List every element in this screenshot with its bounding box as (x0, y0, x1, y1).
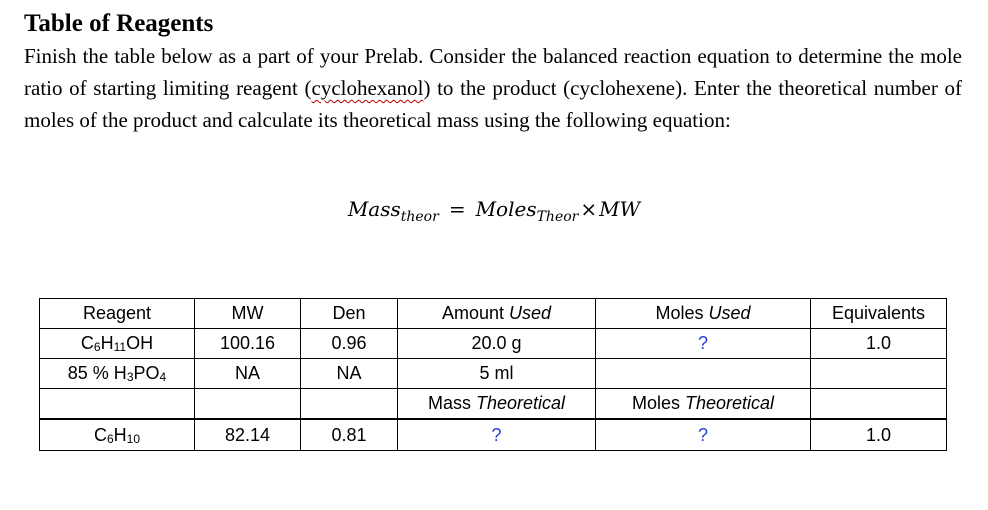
reagent-cyclohexene (40, 419, 195, 451)
phosphoric-den: NA (301, 359, 398, 389)
theoretical-empty-1 (40, 389, 195, 420)
header-amount-used-ital: Used (509, 303, 552, 323)
formula-part: C (93, 424, 107, 445)
cyclohexene-den: 0.81 (301, 419, 398, 451)
mass-theoretical-text: Mass (427, 393, 476, 413)
header-reagent: Reagent (40, 299, 195, 329)
header-moles-text: Moles (655, 303, 709, 323)
equation-mass-sub: theor (400, 209, 439, 225)
cyclohexanol-moles[interactable]: ? (596, 329, 811, 359)
formula-sub: 4 (159, 370, 167, 384)
equation-mass: Mass (347, 197, 401, 221)
formula-part: PO (133, 363, 160, 383)
spellcheck-flagged-word[interactable]: cyclohexanol (311, 76, 424, 100)
table-header-row (40, 299, 947, 329)
header-amount-used (398, 299, 596, 329)
mass-theoretical-ital: Theoretical (475, 393, 566, 413)
header-moles-used (596, 299, 811, 329)
equation-mw: MW (599, 197, 641, 221)
theoretical-empty-6 (811, 389, 947, 420)
formula-sub: 11 (113, 340, 127, 354)
formula-part: C (80, 333, 94, 353)
reagent-phosphoric-acid (40, 359, 195, 389)
theoretical-empty-2 (195, 389, 301, 420)
page-heading: Table of Reagents (24, 10, 214, 37)
header-mw: MW (195, 299, 301, 329)
equation-moles-sub: Theor (536, 209, 579, 225)
header-moles-used-ital: Used (708, 303, 751, 323)
header-den: Den (301, 299, 398, 329)
cyclohexanol-den: 0.96 (301, 329, 398, 359)
mass-equation (0, 194, 988, 232)
cyclohexene-mw: 82.14 (195, 419, 301, 451)
instructions-text-start: Finish the table below as a part of your Prelab. Consider the balanced reaction equation to determine the mole ratio of starting limiting reagent ( (24, 44, 962, 100)
phosphoric-mw: NA (195, 359, 301, 389)
moles-theoretical-ital: Theoretical (684, 393, 775, 413)
cyclohexene-equiv: 1.0 (811, 419, 947, 451)
formula-sub: 6 (106, 431, 114, 446)
cyclohexanol-mw: 100.16 (195, 329, 301, 359)
instructions-text-end: ) to the product (cyclohexene). Enter the theoretical number of moles of the product and calculate its theoretical mass using the following equation: (24, 76, 962, 132)
header-equivalents: Equivalents (811, 299, 947, 329)
formula-sub: 10 (126, 431, 141, 446)
theoretical-empty-3 (301, 389, 398, 420)
formula-part: H (100, 333, 114, 353)
formula-sub: 6 (93, 340, 101, 354)
phosphoric-moles[interactable] (596, 359, 811, 389)
table-row-cyclohexanol (40, 329, 947, 359)
phosphoric-equiv[interactable] (811, 359, 947, 389)
header-moles-theoretical (596, 389, 811, 420)
formula-sub: 3 (126, 370, 134, 384)
formula-part: 85 % H (67, 363, 127, 383)
equation-moles: Moles (475, 197, 537, 221)
reagents-table (39, 298, 947, 451)
cyclohexene-moles[interactable]: ? (596, 419, 811, 451)
cyclohexanol-amount: 20.0 g (398, 329, 596, 359)
formula-part: H (113, 424, 127, 445)
formula-part: OH (126, 333, 154, 353)
instructions-paragraph (24, 40, 962, 136)
header-amount-text: Amount (441, 303, 509, 323)
table-row-cyclohexene (40, 419, 947, 451)
cyclohexene-mass[interactable]: ? (398, 419, 596, 451)
equation-times: × (580, 197, 598, 221)
cyclohexanol-equiv: 1.0 (811, 329, 947, 359)
reagent-cyclohexanol (40, 329, 195, 359)
table-row-phosphoric-acid (40, 359, 947, 389)
phosphoric-amount: 5 ml (398, 359, 596, 389)
moles-theoretical-text: Moles (631, 393, 685, 413)
equation-equals: = (448, 197, 466, 221)
table-row-theoretical-header (40, 389, 947, 420)
header-mass-theoretical (398, 389, 596, 420)
